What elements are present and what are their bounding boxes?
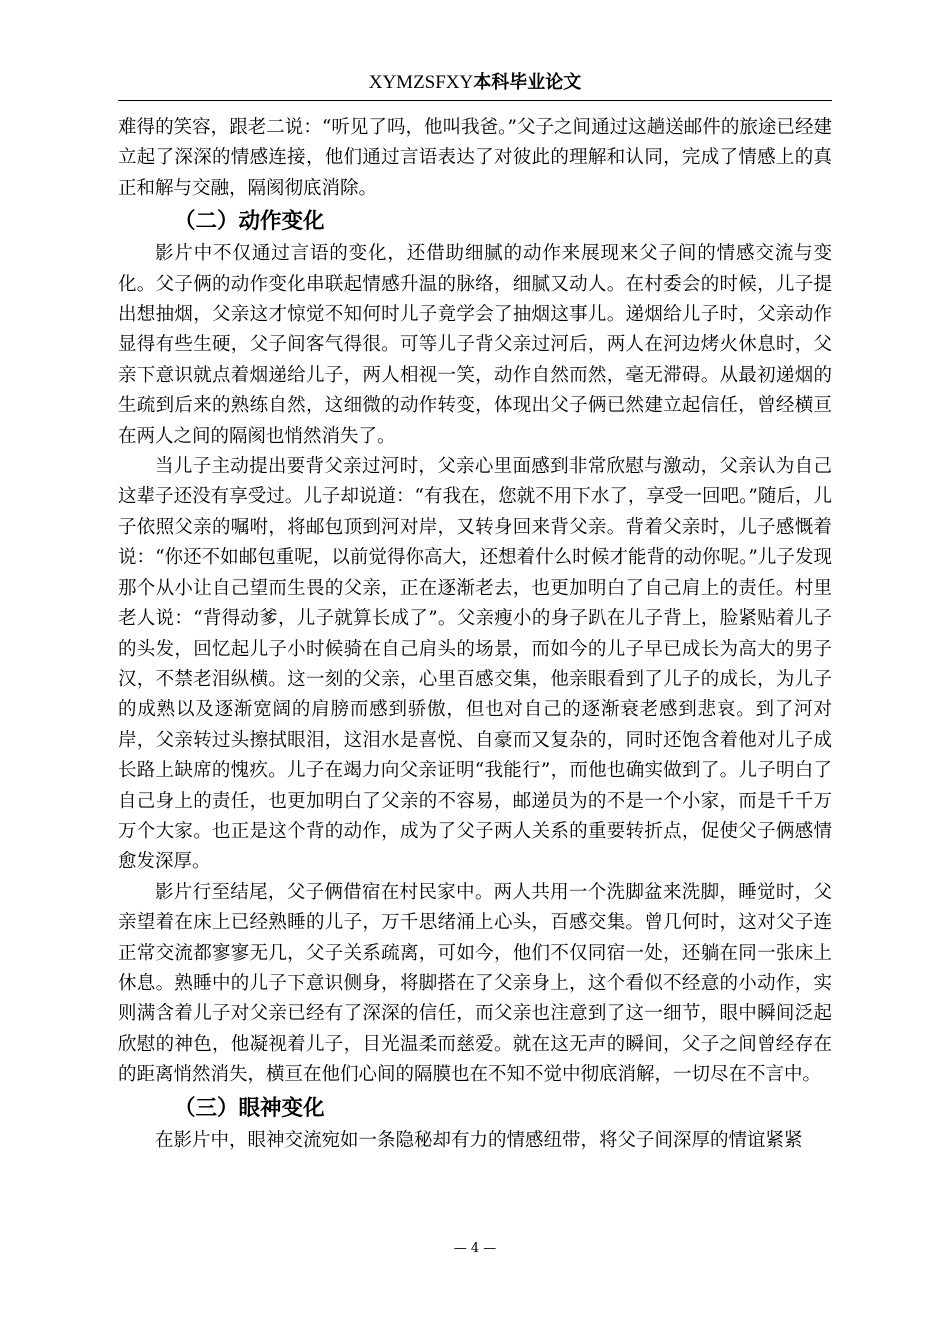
page-header — [0, 70, 950, 96]
paragraph-action-3: 影片行至结尾，父子俩借宿在村民家中。两人共用一个洗脚盆来洗脚，睡觉时，父亲望着在床上已经熟睡的儿子，万千思绪涌上心头，百感交集。曾几何时，这对父子连正常交流都寥寥无几，父子关系疏离，可如今，他们不仅同宿一处，还躺在同一张床上休息。熟睡中的儿子下意识侧身，将脚搭在了父亲身上，这个看似不经意的小动作，实则满含着儿子对父亲已经有了深深的信任，而父亲也注意到了这一细节，眼中瞬间泛起欣慰的神色，他凝视着儿子，目光温柔而慈爱。就在这无声的瞬间，父子之间曾经存在的距离悄然消失，横亘在他们心间的隔膜也在不知不觉中彻底消解，一切尽在不言中。 — [118, 881, 832, 1086]
header-title: 本科毕业论文 — [473, 72, 582, 93]
header-school-code: XYMZSFXY — [368, 72, 474, 93]
paragraph-eye-1: 在影片中，眼神交流宛如一条隐秘却有力的情感纽带，将父子间深厚的情谊紧紧 — [155, 1129, 803, 1151]
header-divider — [118, 100, 832, 101]
section-heading-action-change: （二）动作变化 — [174, 209, 325, 235]
page-number: — 4 — — [453, 1241, 497, 1256]
paragraph-intro: 难得的笑容，跟老二说：“听见了吗，他叫我爸。”父子之间通过这趟送邮件的旅途已经建立起了深深的情感连接，他们通过言语表达了对彼此的理解和认同，完成了情感上的真正和解与交融，隔阂彻底消除。 — [118, 117, 832, 199]
paragraph-action-2: 当儿子主动提出要背父亲过河时，父亲心里面感到非常欣慰与激动，父亲认为自己这辈子还没有享受过。儿子却说道：“有我在，您就不用下水了，享受一回吧。”随后，儿子依照父亲的嘱咐，将邮包顶到河对岸，又转身回来背父亲。背着父亲时，儿子感慨着说：“你还不如邮包重呢，以前觉得你高大，还想着什么时候才能背的动你呢。”儿子发现那个从小让自己望而生畏的父亲，正在逐渐老去，也更加明白了自己肩上的责任。村里老人说：“背得动爹，儿子就算长成了”。父亲瘦小的身子趴在儿子背上，脸紧贴着儿子的头发，回忆起儿子小时候骑在自己肩头的场景，而如今的儿子早已成长为高大的男子汉，不禁老泪纵横。这一刻的父亲，心里百感交集，他亲眼看到了儿子的成长，为儿子的成熟以及逐渐宽阔的肩膀而感到骄傲，但也对自己的逐渐衰老感到悲哀。到了河对岸，父亲转过头擦拭眼泪，这泪水是喜悦、自豪而又复杂的，同时还饱含着他对儿子成长路上缺席的愧疚。儿子在竭力向父亲证明“我能行”，而他也确实做到了。儿子明白了自己身上的责任，也更加明白了父亲的不容易，邮递员为的不是一个小家，而是千千万万个大家。也正是这个背的动作，成为了父子两人关系的重要转折点，促使父子俩感情愈发深厚。 — [118, 456, 832, 873]
document-body — [118, 113, 832, 1156]
paragraph-action-1: 影片中不仅通过言语的变化，还借助细腻的动作来展现来父子间的情感交流与变化。父子俩的动作变化串联起情感升温的脉络，细腻又动人。在村委会的时候，儿子提出想抽烟，父亲这才惊觉不知何时儿子竟学会了抽烟这事儿。递烟给儿子时，父亲动作显得有些生硬，父子间客气得很。可等儿子背父亲过河后，两人在河边烤火休息时，父亲下意识就点着烟递给儿子，两人相视一笑，动作自然而然，毫无滞碍。从最初递烟的生疏到后来的熟练自然，这细微的动作转变，体现出父子俩已然建立起信任，曾经横亘在两人之间的隔阂也悄然消失了。 — [118, 243, 832, 447]
section-heading-eye-change: （三）眼神变化 — [174, 1095, 325, 1121]
